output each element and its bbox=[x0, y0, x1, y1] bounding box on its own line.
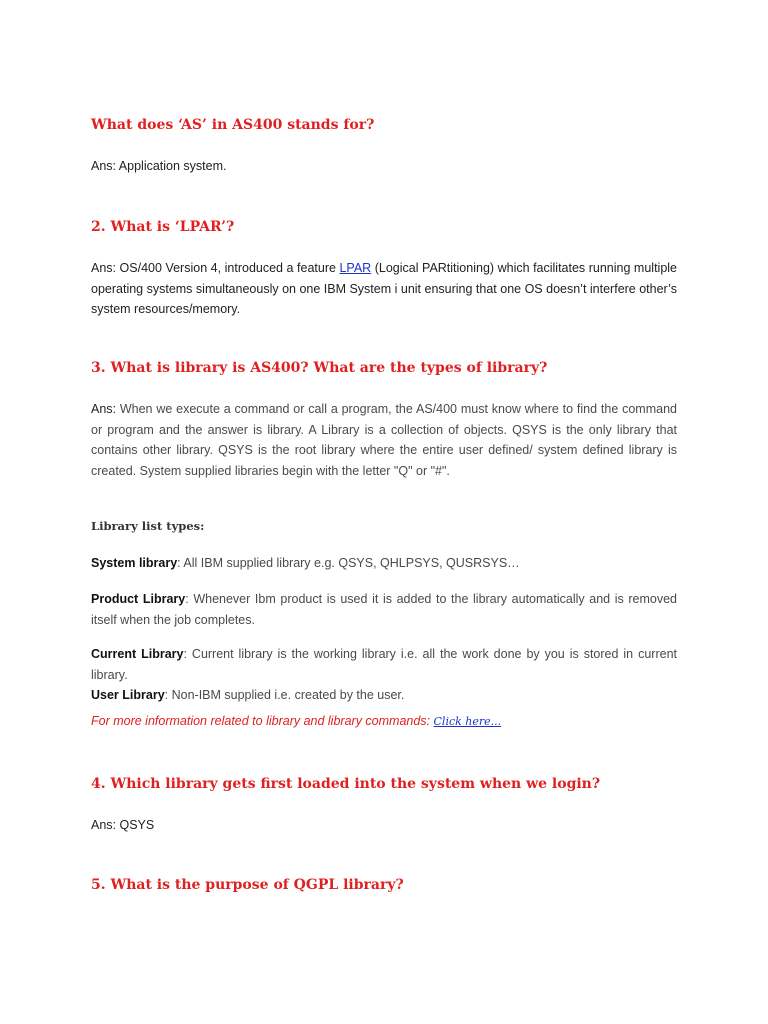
more-info-text: For more information related to library and library commands: bbox=[91, 714, 431, 728]
answer-3-label: Ans: bbox=[91, 402, 117, 416]
question-5-heading: 5. What is the purpose of QGPL library? bbox=[91, 877, 404, 893]
library-type-text: : Whenever Ibm product is used it is added to the library automatically and is removed itself when the job completes. bbox=[91, 592, 677, 627]
library-type-product bbox=[91, 589, 677, 630]
click-here-link[interactable]: Click here... bbox=[433, 715, 502, 728]
answer-3-text: When we execute a command or call a program, the AS/400 must know where to find the command or program and the answer is library. A Library is a collection of objects. QSYS is the only library that contains other library. QSYS is the root library where the entire user defined/ system defined library is created. System supplied libraries begin with the letter "Q" or "#". bbox=[91, 402, 677, 478]
library-type-current bbox=[91, 644, 677, 685]
question-2-heading: 2. What is ‘LPAR’? bbox=[91, 219, 235, 235]
library-type-text: : All IBM supplied library e.g. QSYS, QHLPSYS, QUSRSYS… bbox=[177, 556, 520, 570]
library-type-system bbox=[91, 553, 677, 574]
answer-2 bbox=[91, 258, 677, 320]
answer-1: Ans: Application system. bbox=[91, 159, 227, 173]
lpar-link[interactable]: LPAR bbox=[339, 261, 372, 275]
question-3-heading: 3. What is library is AS400? What are the types of library? bbox=[91, 360, 548, 376]
library-list-heading: Library list types: bbox=[91, 519, 205, 533]
answer-2-prefix: Ans: OS/400 Version 4, introduced a feature bbox=[91, 261, 340, 275]
library-type-user bbox=[91, 685, 677, 706]
library-type-label: Product Library bbox=[91, 592, 186, 606]
question-4-heading: 4. Which library gets first loaded into the system when we login? bbox=[91, 776, 601, 792]
library-type-text: : Current library is the working library i.e. all the work done by you is stored in current library. bbox=[91, 647, 677, 682]
question-1-heading: What does ‘AS’ in AS400 stands for? bbox=[91, 117, 375, 133]
library-type-text: : Non-IBM supplied i.e. created by the user. bbox=[164, 688, 405, 702]
library-type-label: Current Library bbox=[91, 647, 184, 661]
answer-3 bbox=[91, 399, 677, 481]
answer-4: Ans: QSYS bbox=[91, 818, 155, 832]
library-type-label: System library bbox=[91, 556, 178, 570]
library-type-label: User Library bbox=[91, 688, 165, 702]
answer-2-suffix: (Logical PARtitioning) which facilitates running multiple operating systems simultaneously on one IBM System i unit ensuring that one OS doesn’t interfere other’s system resources/memory. bbox=[91, 261, 678, 316]
more-info-line bbox=[91, 714, 677, 728]
